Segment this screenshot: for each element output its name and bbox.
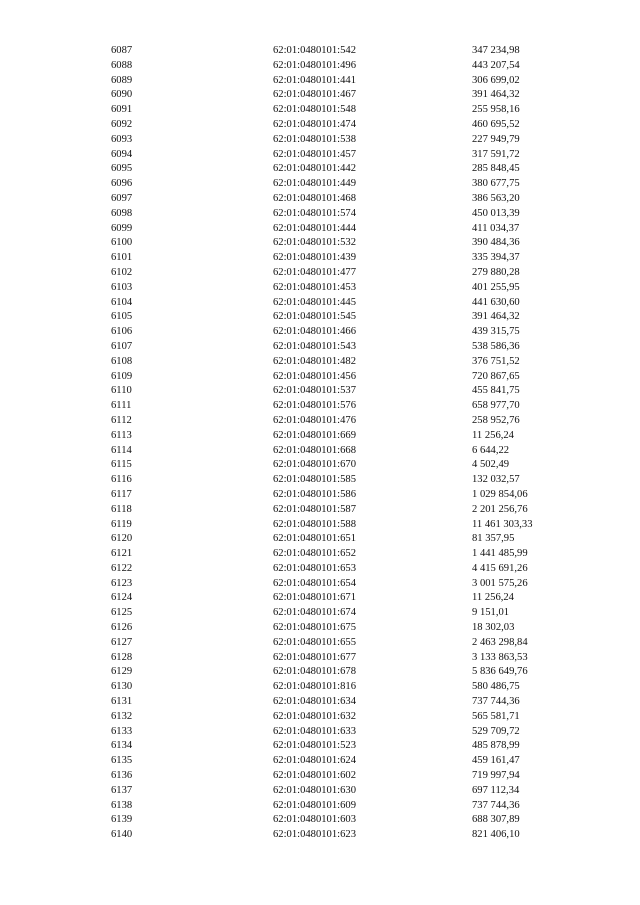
cadastral-number: 62:01:0480101:586	[273, 488, 356, 500]
cadastral-value: 11 256,24	[472, 592, 514, 604]
row-number: 6113	[111, 429, 132, 441]
cadastral-number: 62:01:0480101:603	[273, 814, 356, 826]
row-number: 6116	[111, 474, 132, 486]
cadastral-value: 580 486,75	[472, 681, 520, 693]
row-number: 6110	[111, 385, 132, 397]
cadastral-number: 62:01:0480101:482	[273, 355, 356, 367]
table-row	[0, 296, 640, 311]
row-number: 6098	[111, 207, 133, 219]
cadastral-value: 2 201 256,76	[472, 503, 528, 515]
cadastral-number: 62:01:0480101:523	[273, 740, 356, 752]
cadastral-number: 62:01:0480101:587	[273, 503, 356, 515]
table-row	[0, 651, 640, 666]
cadastral-value: 2 463 298,84	[472, 636, 528, 648]
cadastral-value: 697 112,34	[472, 784, 520, 796]
data-table	[0, 44, 640, 843]
cadastral-value: 459 161,47	[472, 755, 520, 767]
table-row	[0, 754, 640, 769]
row-number: 6096	[111, 178, 133, 190]
row-number: 6133	[111, 725, 133, 737]
cadastral-number: 62:01:0480101:585	[273, 474, 356, 486]
cadastral-value: 720 867,65	[472, 370, 520, 382]
row-number: 6120	[111, 533, 133, 545]
table-row	[0, 665, 640, 680]
table-row	[0, 577, 640, 592]
row-number: 6102	[111, 266, 133, 278]
cadastral-value: 227 949,79	[472, 133, 520, 145]
table-row	[0, 74, 640, 89]
row-number: 6122	[111, 562, 133, 574]
cadastral-number: 62:01:0480101:633	[273, 725, 356, 737]
cadastral-number: 62:01:0480101:468	[273, 192, 356, 204]
cadastral-value: 460 695,52	[472, 118, 520, 130]
row-number: 6088	[111, 59, 133, 71]
table-row	[0, 325, 640, 340]
row-number: 6134	[111, 740, 133, 752]
table-row	[0, 518, 640, 533]
cadastral-value: 391 464,32	[472, 89, 520, 101]
cadastral-value: 1 441 485,99	[472, 548, 528, 560]
cadastral-value: 441 630,60	[472, 296, 520, 308]
table-row	[0, 828, 640, 843]
cadastral-number: 62:01:0480101:445	[273, 296, 356, 308]
table-row	[0, 784, 640, 799]
cadastral-number: 62:01:0480101:545	[273, 311, 356, 323]
row-number: 6128	[111, 651, 133, 663]
cadastral-number: 62:01:0480101:538	[273, 133, 356, 145]
cadastral-number: 62:01:0480101:576	[273, 400, 356, 412]
cadastral-value: 6 644,22	[472, 444, 510, 456]
table-row	[0, 473, 640, 488]
cadastral-value: 390 484,36	[472, 237, 520, 249]
cadastral-value: 18 302,03	[472, 622, 515, 634]
cadastral-value: 380 677,75	[472, 178, 520, 190]
row-number: 6138	[111, 799, 133, 811]
row-number: 6092	[111, 118, 133, 130]
cadastral-value: 335 394,37	[472, 252, 520, 264]
table-row	[0, 384, 640, 399]
table-row	[0, 222, 640, 237]
table-row	[0, 739, 640, 754]
cadastral-value: 4 415 691,26	[472, 562, 528, 574]
cadastral-value: 258 952,76	[472, 414, 520, 426]
cadastral-value: 9 151,01	[472, 607, 510, 619]
cadastral-number: 62:01:0480101:602	[273, 770, 356, 782]
row-number: 6104	[111, 296, 133, 308]
table-row	[0, 813, 640, 828]
cadastral-value: 439 315,75	[472, 326, 520, 338]
cadastral-value: 11 461 303,33	[472, 518, 533, 530]
row-number: 6115	[111, 459, 132, 471]
row-number: 6121	[111, 548, 133, 560]
row-number: 6125	[111, 607, 133, 619]
table-row	[0, 488, 640, 503]
table-row	[0, 236, 640, 251]
cadastral-number: 62:01:0480101:449	[273, 178, 356, 190]
cadastral-value: 737 744,36	[472, 696, 520, 708]
cadastral-number: 62:01:0480101:457	[273, 148, 356, 160]
cadastral-number: 62:01:0480101:456	[273, 370, 356, 382]
row-number: 6114	[111, 444, 132, 456]
cadastral-value: 3 001 575,26	[472, 577, 528, 589]
table-row	[0, 562, 640, 577]
row-number: 6111	[111, 400, 132, 412]
cadastral-number: 62:01:0480101:609	[273, 799, 356, 811]
row-number: 6132	[111, 710, 133, 722]
cadastral-value: 285 848,45	[472, 163, 520, 175]
cadastral-number: 62:01:0480101:669	[273, 429, 356, 441]
cadastral-value: 255 958,16	[472, 104, 520, 116]
row-number: 6131	[111, 696, 133, 708]
cadastral-value: 737 744,36	[472, 799, 520, 811]
cadastral-number: 62:01:0480101:623	[273, 829, 356, 841]
cadastral-number: 62:01:0480101:441	[273, 74, 356, 86]
cadastral-value: 450 013,39	[472, 207, 520, 219]
cadastral-number: 62:01:0480101:439	[273, 252, 356, 264]
cadastral-value: 386 563,20	[472, 192, 520, 204]
row-number: 6109	[111, 370, 133, 382]
cadastral-value: 306 699,02	[472, 74, 520, 86]
cadastral-number: 62:01:0480101:652	[273, 548, 356, 560]
table-row	[0, 192, 640, 207]
cadastral-value: 455 841,75	[472, 385, 520, 397]
table-row	[0, 680, 640, 695]
cadastral-value: 565 581,71	[472, 710, 520, 722]
row-number: 6108	[111, 355, 133, 367]
cadastral-value: 3 133 863,53	[472, 651, 528, 663]
cadastral-value: 401 255,95	[472, 281, 520, 293]
cadastral-value: 391 464,32	[472, 311, 520, 323]
cadastral-number: 62:01:0480101:496	[273, 59, 356, 71]
cadastral-number: 62:01:0480101:532	[273, 237, 356, 249]
table-row	[0, 547, 640, 562]
row-number: 6139	[111, 814, 133, 826]
cadastral-number: 62:01:0480101:467	[273, 89, 356, 101]
cadastral-value: 1 029 854,06	[472, 488, 528, 500]
cadastral-number: 62:01:0480101:674	[273, 607, 356, 619]
table-row	[0, 251, 640, 266]
table-row	[0, 769, 640, 784]
cadastral-number: 62:01:0480101:654	[273, 577, 356, 589]
table-row	[0, 414, 640, 429]
table-row	[0, 799, 640, 814]
row-number: 6105	[111, 311, 133, 323]
cadastral-number: 62:01:0480101:634	[273, 696, 356, 708]
cadastral-value: 279 880,28	[472, 266, 520, 278]
row-number: 6127	[111, 636, 133, 648]
cadastral-value: 688 307,89	[472, 814, 520, 826]
cadastral-number: 62:01:0480101:671	[273, 592, 356, 604]
table-row	[0, 503, 640, 518]
row-number: 6100	[111, 237, 133, 249]
row-number: 6123	[111, 577, 133, 589]
table-row	[0, 370, 640, 385]
table-row	[0, 429, 640, 444]
table-row	[0, 399, 640, 414]
table-row	[0, 636, 640, 651]
table-row	[0, 310, 640, 325]
table-row	[0, 103, 640, 118]
table-row	[0, 118, 640, 133]
cadastral-number: 62:01:0480101:678	[273, 666, 356, 678]
cadastral-value: 376 751,52	[472, 355, 520, 367]
cadastral-number: 62:01:0480101:668	[273, 444, 356, 456]
cadastral-value: 11 256,24	[472, 429, 514, 441]
cadastral-value: 719 997,94	[472, 770, 520, 782]
cadastral-value: 132 032,57	[472, 474, 520, 486]
table-row	[0, 207, 640, 222]
table-row	[0, 444, 640, 459]
table-row	[0, 59, 640, 74]
row-number: 6103	[111, 281, 133, 293]
cadastral-number: 62:01:0480101:655	[273, 636, 356, 648]
table-row	[0, 340, 640, 355]
cadastral-number: 62:01:0480101:537	[273, 385, 356, 397]
cadastral-number: 62:01:0480101:675	[273, 622, 356, 634]
row-number: 6106	[111, 326, 133, 338]
cadastral-value: 529 709,72	[472, 725, 520, 737]
row-number: 6097	[111, 192, 133, 204]
row-number: 6118	[111, 503, 132, 515]
cadastral-number: 62:01:0480101:442	[273, 163, 356, 175]
cadastral-number: 62:01:0480101:476	[273, 414, 356, 426]
row-number: 6089	[111, 74, 133, 86]
cadastral-value: 347 234,98	[472, 45, 520, 56]
table-row	[0, 710, 640, 725]
row-number: 6094	[111, 148, 133, 160]
cadastral-number: 62:01:0480101:653	[273, 562, 356, 574]
cadastral-number: 62:01:0480101:651	[273, 533, 356, 545]
cadastral-value: 485 878,99	[472, 740, 520, 752]
row-number: 6091	[111, 104, 133, 116]
row-number: 6112	[111, 414, 132, 426]
cadastral-number: 62:01:0480101:444	[273, 222, 356, 234]
table-row	[0, 606, 640, 621]
row-number: 6095	[111, 163, 133, 175]
cadastral-value: 4 502,49	[472, 459, 510, 471]
row-number: 6119	[111, 518, 132, 530]
cadastral-number: 62:01:0480101:453	[273, 281, 356, 293]
row-number: 6087	[111, 45, 133, 56]
table-row	[0, 133, 640, 148]
row-number: 6107	[111, 340, 133, 352]
cadastral-number: 62:01:0480101:477	[273, 266, 356, 278]
cadastral-value: 81 357,95	[472, 533, 515, 545]
table-row	[0, 162, 640, 177]
row-number: 6135	[111, 755, 133, 767]
cadastral-value: 538 586,36	[472, 340, 520, 352]
table-row	[0, 266, 640, 281]
cadastral-number: 62:01:0480101:474	[273, 118, 356, 130]
cadastral-number: 62:01:0480101:632	[273, 710, 356, 722]
row-number: 6130	[111, 681, 133, 693]
row-number: 6124	[111, 592, 133, 604]
row-number: 6117	[111, 488, 132, 500]
cadastral-value: 411 034,37	[472, 222, 520, 234]
cadastral-number: 62:01:0480101:543	[273, 340, 356, 352]
cadastral-value: 5 836 649,76	[472, 666, 528, 678]
row-number: 6137	[111, 784, 133, 796]
table-row	[0, 591, 640, 606]
row-number: 6090	[111, 89, 133, 101]
table-row	[0, 44, 640, 59]
cadastral-number: 62:01:0480101:542	[273, 45, 356, 56]
cadastral-value: 317 591,72	[472, 148, 520, 160]
cadastral-value: 658 977,70	[472, 400, 520, 412]
row-number: 6093	[111, 133, 133, 145]
table-row	[0, 621, 640, 636]
cadastral-number: 62:01:0480101:624	[273, 755, 356, 767]
table-row	[0, 725, 640, 740]
cadastral-number: 62:01:0480101:816	[273, 681, 356, 693]
table-row	[0, 177, 640, 192]
table-row	[0, 88, 640, 103]
row-number: 6140	[111, 829, 133, 841]
table-row	[0, 148, 640, 163]
table-row	[0, 458, 640, 473]
cadastral-number: 62:01:0480101:548	[273, 104, 356, 116]
row-number: 6126	[111, 622, 133, 634]
row-number: 6099	[111, 222, 133, 234]
cadastral-value: 443 207,54	[472, 59, 520, 71]
table-row	[0, 532, 640, 547]
row-number: 6101	[111, 252, 133, 264]
cadastral-value: 821 406,10	[472, 829, 520, 841]
cadastral-number: 62:01:0480101:670	[273, 459, 356, 471]
cadastral-number: 62:01:0480101:630	[273, 784, 356, 796]
table-row	[0, 355, 640, 370]
cadastral-number: 62:01:0480101:677	[273, 651, 356, 663]
cadastral-number: 62:01:0480101:466	[273, 326, 356, 338]
table-row	[0, 281, 640, 296]
table-row	[0, 695, 640, 710]
row-number: 6136	[111, 770, 133, 782]
row-number: 6129	[111, 666, 133, 678]
cadastral-number: 62:01:0480101:588	[273, 518, 356, 530]
cadastral-number: 62:01:0480101:574	[273, 207, 356, 219]
